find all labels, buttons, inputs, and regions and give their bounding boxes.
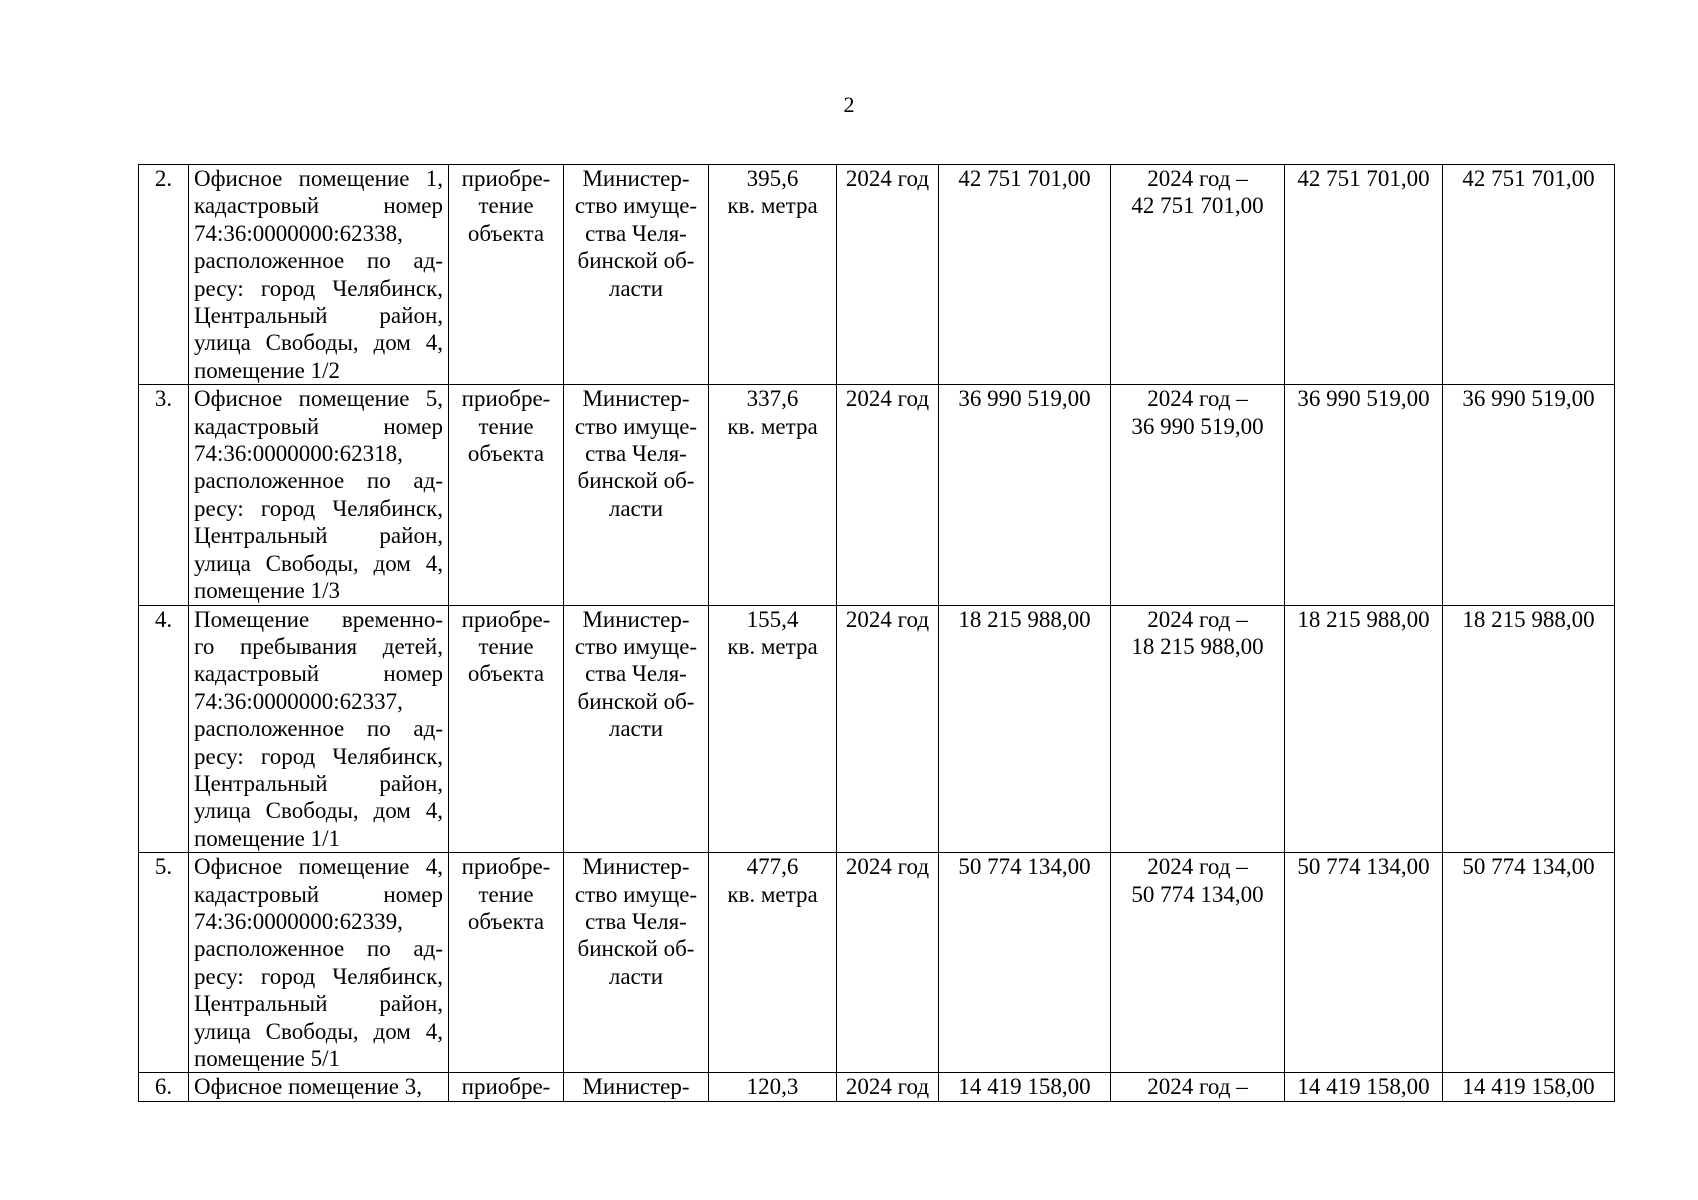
customer-cell-line: бинской об- xyxy=(577,688,695,714)
customer-cell-line: Министер- xyxy=(582,854,690,880)
period-cost-cell-line: 2024 год – xyxy=(1147,606,1248,632)
total-2024-cell: 18 215 988,00 xyxy=(1443,605,1615,853)
work-type-cell xyxy=(449,1073,564,1101)
work-type-cell-line: приобре- xyxy=(461,854,551,880)
year-cell: 2024 год xyxy=(837,165,939,385)
work-type-cell-line: объекта xyxy=(467,441,545,467)
customer-cell xyxy=(564,1073,709,1101)
year-cell: 2024 год xyxy=(837,1073,939,1101)
object-description-cell xyxy=(189,385,449,605)
object-description-cell-line: помещение 1/2 xyxy=(194,357,341,383)
customer-cell-line: бинской об- xyxy=(577,248,695,274)
object-description-cell xyxy=(189,165,449,385)
total-2024-cell: 50 774 134,00 xyxy=(1443,853,1615,1073)
row-number-cell: 5. xyxy=(139,853,189,1073)
object-description-cell-line: улица Свободы, дом 4, xyxy=(194,1018,443,1044)
total-2024-cell: 14 419 158,00 xyxy=(1443,1073,1615,1101)
object-description-cell-line: кадастровый номер xyxy=(194,881,443,907)
customer-cell xyxy=(564,853,709,1073)
table-body xyxy=(139,165,1615,1102)
object-description-cell-line: помещение 1/3 xyxy=(194,578,341,604)
object-description-cell xyxy=(189,605,449,853)
area-cell-line: 337,6 xyxy=(746,386,799,412)
area-cell xyxy=(709,853,837,1073)
object-description-cell-line: расположенное по ад- xyxy=(194,468,443,494)
area-cell-line: 395,6 xyxy=(746,166,799,191)
cost-cell: 14 419 158,00 xyxy=(939,1073,1111,1101)
customer-cell-line: ства Челя- xyxy=(585,661,687,687)
work-type-cell-line: объекта xyxy=(467,220,545,246)
object-description-cell-line: расположенное по ад- xyxy=(194,936,443,962)
object-description-cell-line: Офисное помещение 1, xyxy=(194,166,443,191)
row-number-cell: 4. xyxy=(139,605,189,853)
cost-cell: 50 774 134,00 xyxy=(939,853,1111,1073)
customer-cell-line: ства Челя- xyxy=(585,220,687,246)
work-type-cell-line: объекта xyxy=(467,661,545,687)
total-cell: 42 751 701,00 xyxy=(1285,165,1443,385)
customer-cell-line: ство имуще- xyxy=(574,881,698,907)
area-cell-line: кв. метра xyxy=(727,413,818,439)
total-cell: 18 215 988,00 xyxy=(1285,605,1443,853)
work-type-cell-line: тение xyxy=(478,413,534,439)
period-cost-cell-line: 2024 год – xyxy=(1147,854,1248,880)
year-cell: 2024 год xyxy=(837,853,939,1073)
total-cell: 36 990 519,00 xyxy=(1285,385,1443,605)
customer-cell-line: ства Челя- xyxy=(585,441,687,467)
work-type-cell-line: тение xyxy=(478,193,534,219)
object-description-cell-line: расположенное по ад- xyxy=(194,716,443,742)
area-cell xyxy=(709,165,837,385)
customer-cell-line: ство имуще- xyxy=(574,193,698,219)
total-cell: 14 419 158,00 xyxy=(1285,1073,1443,1101)
customer-cell-line: ства Челя- xyxy=(585,908,687,934)
object-description-cell-line: помещение 1/1 xyxy=(194,825,341,851)
object-description-cell-line: ресу: город Челябинск, xyxy=(194,963,443,989)
object-description-cell-line: Офисное помещение 3, xyxy=(194,1074,422,1100)
work-type-cell-line: приобре- xyxy=(461,1074,551,1100)
object-description-cell-line: кадастровый номер xyxy=(194,661,443,687)
work-type-cell xyxy=(449,853,564,1073)
object-description-cell-line: 74:36:0000000:62339, xyxy=(194,908,403,934)
object-description-cell-line: ресу: город Челябинск, xyxy=(194,743,443,769)
period-cost-cell xyxy=(1111,605,1285,853)
row-number-cell: 3. xyxy=(139,385,189,605)
cost-cell: 42 751 701,00 xyxy=(939,165,1111,385)
work-type-cell xyxy=(449,385,564,605)
object-description-cell-line: улица Свободы, дом 4, xyxy=(194,330,443,356)
period-cost-cell-line: 36 990 519,00 xyxy=(1131,413,1264,439)
customer-cell-line: Министер- xyxy=(582,166,690,191)
object-description-cell-line: Центральный район, xyxy=(194,303,443,329)
object-description-cell-line: го пребывания детей, xyxy=(194,633,443,659)
objects-table xyxy=(138,164,1615,1102)
work-type-cell-line: тение xyxy=(478,633,534,659)
period-cost-cell-line: 50 774 134,00 xyxy=(1131,881,1264,907)
cost-cell: 36 990 519,00 xyxy=(939,385,1111,605)
object-description-cell-line: ресу: город Челябинск, xyxy=(194,495,443,521)
customer-cell-line: ство имуще- xyxy=(574,413,698,439)
area-cell xyxy=(709,385,837,605)
area-cell-line: кв. метра xyxy=(727,193,818,219)
period-cost-cell xyxy=(1111,1073,1285,1101)
table-row xyxy=(139,1073,1615,1101)
area-cell xyxy=(709,1073,837,1101)
customer-cell-line: ласти xyxy=(608,963,664,989)
work-type-cell-line: приобре- xyxy=(461,386,551,412)
total-2024-cell: 36 990 519,00 xyxy=(1443,385,1615,605)
customer-cell-line: ласти xyxy=(608,495,664,521)
object-description-cell-line: кадастровый номер xyxy=(194,193,443,219)
customer-cell-line: бинской об- xyxy=(577,936,695,962)
period-cost-cell-line: 42 751 701,00 xyxy=(1131,193,1264,219)
work-type-cell-line: тение xyxy=(478,881,534,907)
area-cell-line: 155,4 xyxy=(746,606,799,632)
table-row xyxy=(139,385,1615,605)
customer-cell-line: ласти xyxy=(608,275,664,301)
object-description-cell-line: 74:36:0000000:62318, xyxy=(194,441,403,467)
customer-cell-line: Министер- xyxy=(582,606,690,632)
customer-cell-line: ство имуще- xyxy=(574,633,698,659)
object-description-cell-line: Помещение временно- xyxy=(194,606,443,632)
object-description-cell-line: улица Свободы, дом 4, xyxy=(194,798,443,824)
period-cost-cell-line: 2024 год – xyxy=(1147,1074,1248,1100)
period-cost-cell-line: 2024 год – xyxy=(1147,386,1248,412)
row-number-cell: 6. xyxy=(139,1073,189,1101)
customer-cell xyxy=(564,605,709,853)
customer-cell xyxy=(564,165,709,385)
row-number-cell: 2. xyxy=(139,165,189,385)
customer-cell-line: Министер- xyxy=(582,1074,690,1100)
customer-cell xyxy=(564,385,709,605)
period-cost-cell xyxy=(1111,165,1285,385)
cost-cell: 18 215 988,00 xyxy=(939,605,1111,853)
area-cell-line: 477,6 xyxy=(746,854,799,880)
total-2024-cell: 42 751 701,00 xyxy=(1443,165,1615,385)
work-type-cell-line: приобре- xyxy=(461,606,551,632)
object-description-cell-line: кадастровый номер xyxy=(194,413,443,439)
object-description-cell xyxy=(189,853,449,1073)
work-type-cell-line: приобре- xyxy=(461,166,551,191)
table-row xyxy=(139,605,1615,853)
object-description-cell-line: Офисное помещение 5, xyxy=(194,386,443,412)
period-cost-cell-line: 2024 год – xyxy=(1147,166,1248,191)
customer-cell-line: ласти xyxy=(608,716,664,742)
object-description-cell-line: Центральный район, xyxy=(194,770,443,796)
period-cost-cell xyxy=(1111,853,1285,1073)
area-cell-line: кв. метра xyxy=(727,881,818,907)
area-cell-line: кв. метра xyxy=(727,633,818,659)
object-description-cell-line: улица Свободы, дом 4, xyxy=(194,550,443,576)
area-cell xyxy=(709,605,837,853)
table-row xyxy=(139,853,1615,1073)
year-cell: 2024 год xyxy=(837,385,939,605)
object-description-cell-line: ресу: город Челябинск, xyxy=(194,275,443,301)
object-description-cell-line: 74:36:0000000:62337, xyxy=(194,688,403,714)
period-cost-cell-line: 18 215 988,00 xyxy=(1131,633,1264,659)
work-type-cell xyxy=(449,165,564,385)
work-type-cell-line: объекта xyxy=(467,908,545,934)
total-cell: 50 774 134,00 xyxy=(1285,853,1443,1073)
table-row xyxy=(139,165,1615,385)
period-cost-cell xyxy=(1111,385,1285,605)
object-description-cell-line: помещение 5/1 xyxy=(194,1046,341,1071)
work-type-cell xyxy=(449,605,564,853)
area-cell-line: 120,3 xyxy=(746,1074,799,1100)
year-cell: 2024 год xyxy=(837,605,939,853)
object-description-cell xyxy=(189,1073,449,1101)
page-number: 2 xyxy=(843,92,855,117)
object-description-cell-line: расположенное по ад- xyxy=(194,248,443,274)
object-description-cell-line: Центральный район, xyxy=(194,991,443,1017)
customer-cell-line: бинской об- xyxy=(577,468,695,494)
customer-cell-line: Министер- xyxy=(582,386,690,412)
object-description-cell-line: Центральный район, xyxy=(194,523,443,549)
object-description-cell-line: 74:36:0000000:62338, xyxy=(194,220,403,246)
object-description-cell-line: Офисное помещение 4, xyxy=(194,854,443,880)
